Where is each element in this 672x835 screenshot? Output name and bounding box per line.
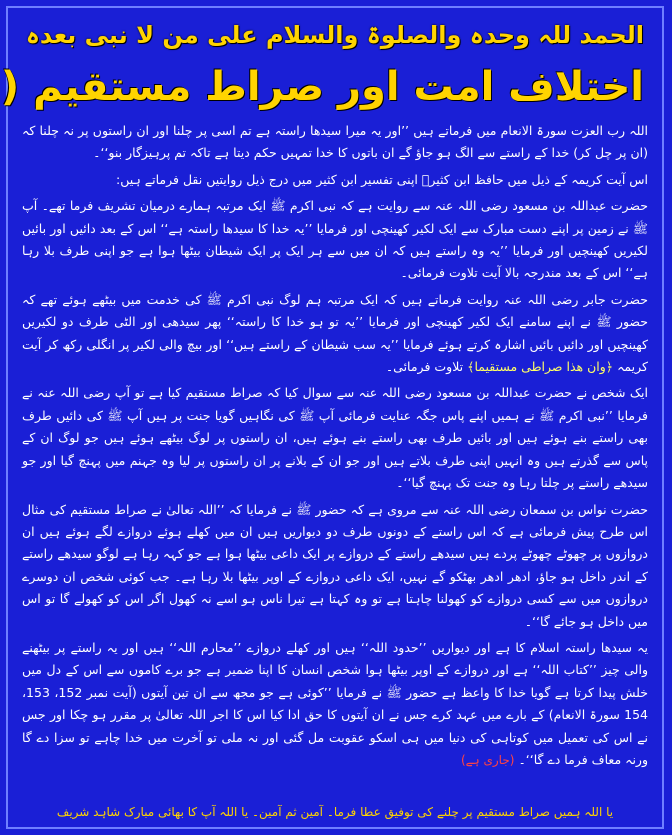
paragraph-7 [22,637,648,771]
paragraph-2: اس آیت کریمہ کے ذیل میں حافظ ابن کثیرؒ اپنی تفسیر ابن کثیر میں درج ذیل روایتیں نقل فرماتے ہیں: [116,171,648,187]
verse-suffix: تلاوت فرمائی۔ [385,359,464,375]
paragraph-4 [22,289,648,379]
paragraph-5: ایک شخص نے حضرت عبداللہ بن مسعود رضی اللہ عنہ سے سوال کیا کہ صراط مستقیم کیا ہے تو آپ رضی اللہ عنہ نے فرمایا ’’نبی اکرم ﷺ نے ہمیں اپنے پاس جگہ عنایت فرمائی آپ ﷺ کی نگاہیں گویا جنت پر ہیں آپ ﷺ کی دائیں طرف بھی راستے بنے ہوئے ہیں اور بائیں طرف بھی راستے بنے ہوئے ہیں، ان راستوں پر لوگ بیٹھے ہوئے ہیں جو لوگ ان کے پاس سے گذرتے ہیں وہ انہیں اپنی طرف بلاتے ہیں اور جو ان کے بلانے پر ان راستوں پر لیا وہ جہنم میں پہنچ گیا اور جو سیدھے راستے پر چلتا رہا وہ جنت تک پہنچ گیا‘‘۔ [22,385,648,491]
page-frame [0,6,664,829]
paragraph-3: حضرت عبداللہ بن مسعود رضی اللہ عنہ سے روایت ہے کہ نبی اکرم ﷺ ایک مرتبہ ہمارے درمیان تشریف فرما تھے۔ آپ ﷺ نے زمین پر اپنے دست مبارک سے ایک لکیر کھینچی اور فرمایا ’’یہ خدا کا سیدھا راستہ ہے‘‘ اس کے بعد دائیں اور بائیں لکیریں کھینچیں اور فرمایا ’’یہ وہ راستے ہیں کہ ان میں سے ہر ایک پر ایک شیطان بیٹھا ہوا ہے جو اپنی طرف بلا رہا ہے‘‘ اس کے بعد مندرجہ بالا آیت تلاوت فرمائی۔ [22,198,648,281]
article-body [22,120,648,791]
footer-dua: یا اللہ ہمیں صراط مستقیم پر چلنے کی توفیق عطا فرما۔ آمین ثم آمین۔ یا اللہ آپ کا بھائی مبارک شاہد شریف [56,805,614,819]
paragraph-4-text: حضرت جابر رضی اللہ عنہ روایت فرماتے ہیں کہ ایک مرتبہ ہم لوگ نبی اکرم ﷺ کی خدمت میں بیٹھے ہوئے تھے کہ حضور ﷺ نے اپنے سامنے ایک لکیر کھینچی اور فرمایا ’’یہ تو ہو خدا کا راستہ‘‘ پھر سیدھی اور الٹی طرف دو لکیریں کھینچیں اور دائیں بائیں اشارہ کرتے ہوئے فرمایا ’’یہ سب شیطان کے راستے ہیں‘‘ اور بیچ والی لکیر پر انگلی رکھ کر آیت کریمہ [22,291,648,375]
quranic-verse: ﴿وان ھذا صراطی مستقیما﴾ [467,359,614,375]
continued-label: (جاری ہے) [460,752,515,767]
page-title: اختلاف امت اور صراط مستقیم ( [0,64,644,110]
basmala-header: الحمد للہ وحدہ والصلوۃ والسلام علی من لا نبی بعدہ [25,21,644,49]
paragraph-6: حضرت نواس بن سمعان رضی اللہ عنہ سے مروی ہے کہ حضور ﷺ نے فرمایا کہ ’’اللہ تعالیٰ نے صراط مستقیم کی مثال اس طرح پیش فرمائی ہے کہ اس راستے کے دونوں طرف دو دیواریں ہیں ان میں کھلے ہوئے دروازے لگے ہوئے ہیں ان دروازوں پر چھوٹے چھوٹے پردے ہیں سیدھے راستے کے دروازے پر ایک داعی بیٹھا ہوا ہے جو کہہ رہا ہے لوگو سیدھے راستے کے اندر داخل ہو جاؤ، ادھر ادھر بھٹکو گے نہیں، ایک داعی دروازے کے اوپر بیٹھا بلا رہا ہے۔ جب کوئی شخص ان دوسرے دروازوں میں سے کسی دروازے کو کھولنا چاہتا ہے تو وہ کہتا ہے تیرا ناس ہو اسے نہ کھول اگر اس کو کھولے گا تو اس میں داخل ہو جائے گا‘‘۔ [22,501,648,629]
paragraph-1: اللہ رب العزت سورۃ الانعام میں فرماتے ہیں ’’اور یہ میرا سیدھا راستہ ہے تم اسی پر چلنا اور ان راستوں پر نہ چلنا کہ (ان پر چل کر) خدا کے راستے سے الگ ہو جاؤ گے ان باتوں کا خدا تمہیں حکم دیتا ہے تاکہ تم پرہیزگار بنو‘‘۔ [22,123,648,161]
paragraph-7-text: یہ سیدھا راستہ اسلام کا ہے اور دیواریں ’’حدود اللہ‘‘ ہیں اور کھلے دروازے ’’محارم اللہ‘‘ ہیں اور یہ راستے پر بیٹھنے والی چیز ’’کتاب اللہ‘‘ ہے اور دروازے کے اوپر بیٹھا ہوا شخص انسان کا اپنا ضمیر ہے جو برے کاموں سے اس کے دل میں خلش پیدا کرتا ہے گویا خدا کا واعظ ہے حضور ﷺ نے فرمایا ’’کوئی ہے جو مجھ سے ان تین آیتوں (آیت نمبر 152، 153، 154 سورۃ الانعام) کے بارے میں عہد کرے جس نے ان آیتوں کا حق ادا کیا اس کا اجر اللہ تعالیٰ پر مقرر ہو چکا اور جس نے اس کی تعمیل میں کوتاہی کی دنیا میں ہی اسکو عقوبت مل گئی اور نہ ملی تو آخرت میں خدا چاہے تو سزا دے گا ورنہ معاف فرما دے گا‘‘۔ [22,639,649,767]
